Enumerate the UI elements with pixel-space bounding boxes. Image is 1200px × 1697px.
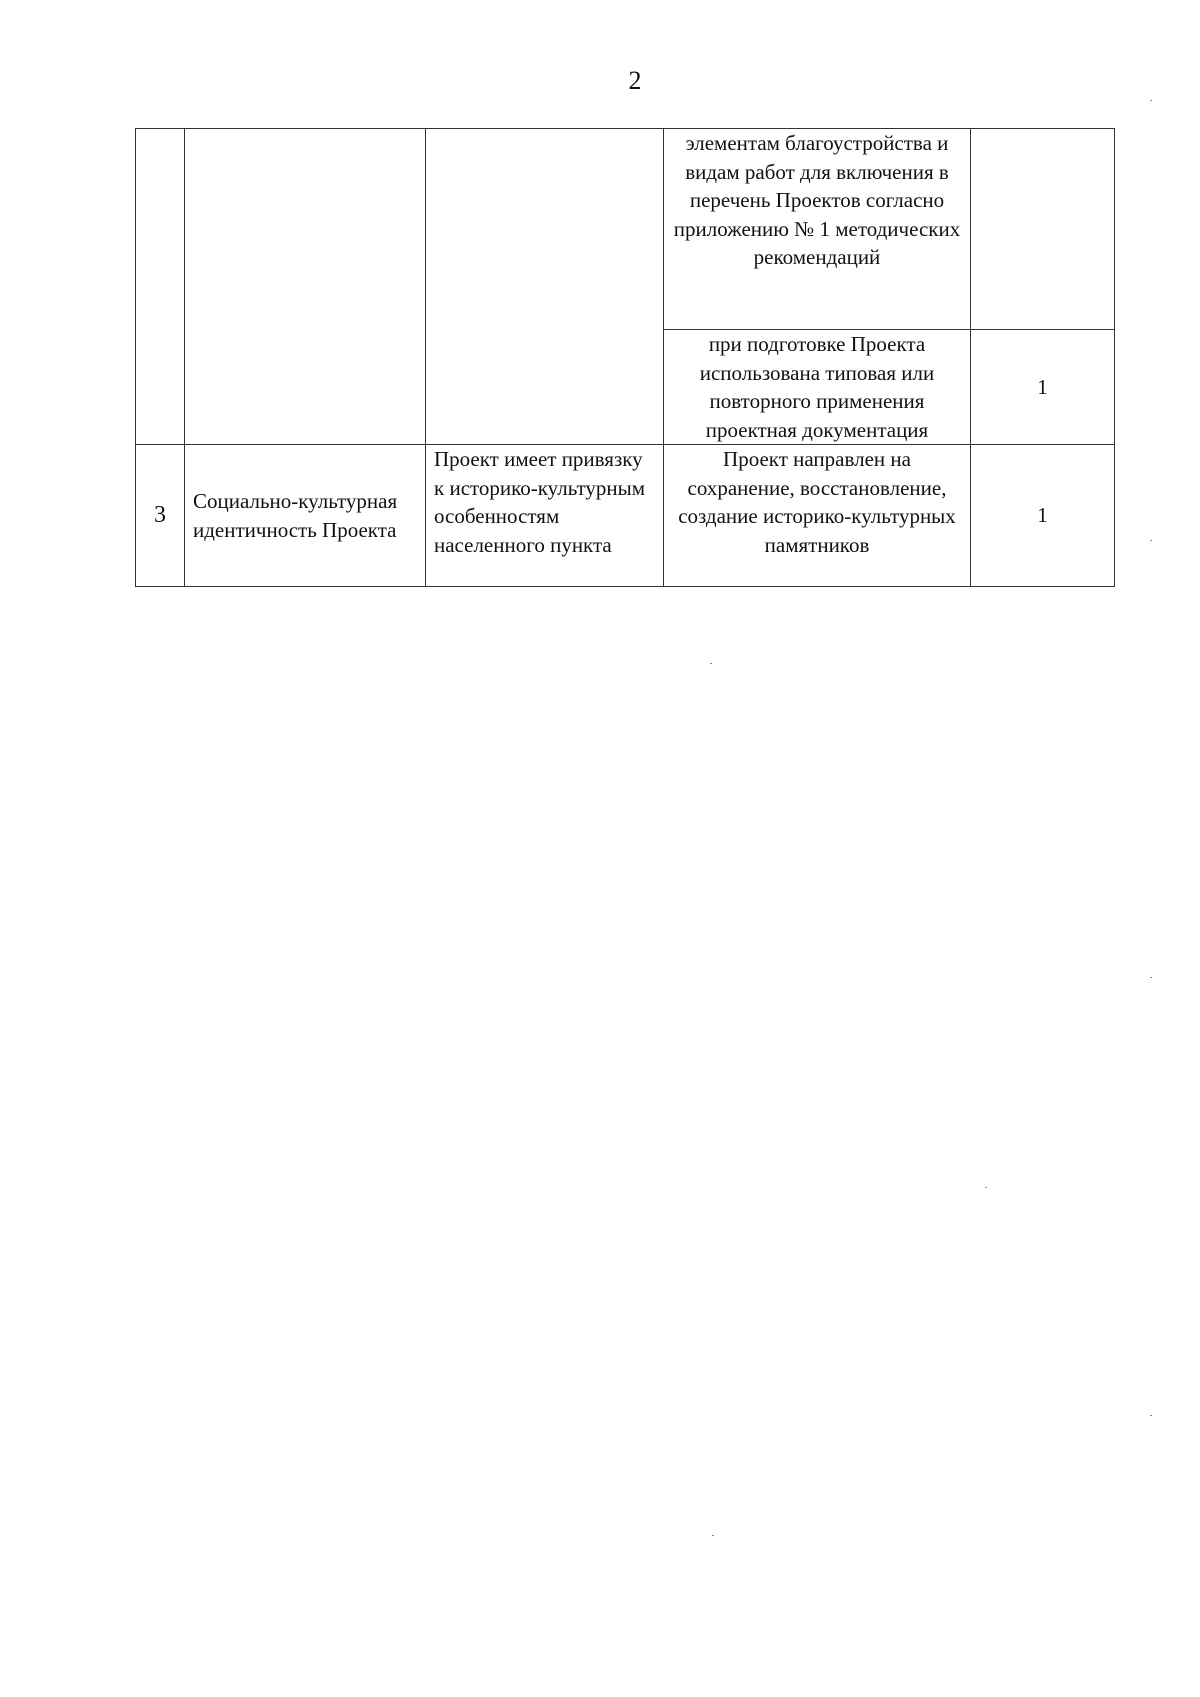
scan-speck [1150,540,1152,541]
criterion-description: Проект имеет привязку к историко-культурным особенностям населенного пункта [426,445,664,587]
criterion-name [185,129,426,445]
table-row [136,129,1115,330]
criterion-text: элементам благоустройства и видам работ для включения в перечень Проектов согласно приложению № 1 методических рекомендаций [664,129,971,330]
criterion-description [426,129,664,445]
scan-speck [1150,1415,1152,1416]
scan-speck [1150,100,1152,101]
table-row [136,445,1115,587]
page-number: 2 [628,66,642,95]
criterion-score [971,129,1115,330]
scan-speck [985,1187,987,1188]
criterion-text: Проект направлен на сохранение, восстановление, создание историко-культурных памятников [664,445,971,587]
scan-speck [1150,977,1152,978]
scan-speck [712,1535,714,1536]
scan-speck [710,663,712,664]
row-number: 3 [136,445,185,587]
row-number [136,129,185,445]
criteria-table [135,128,1115,587]
criterion-name: Социально-культурная идентичность Проекта [185,445,426,587]
criterion-score: 1 [971,330,1115,445]
criterion-text: при подготовке Проекта использована типовая или повторного применения проектная документация [664,330,971,445]
criterion-score: 1 [971,445,1115,587]
